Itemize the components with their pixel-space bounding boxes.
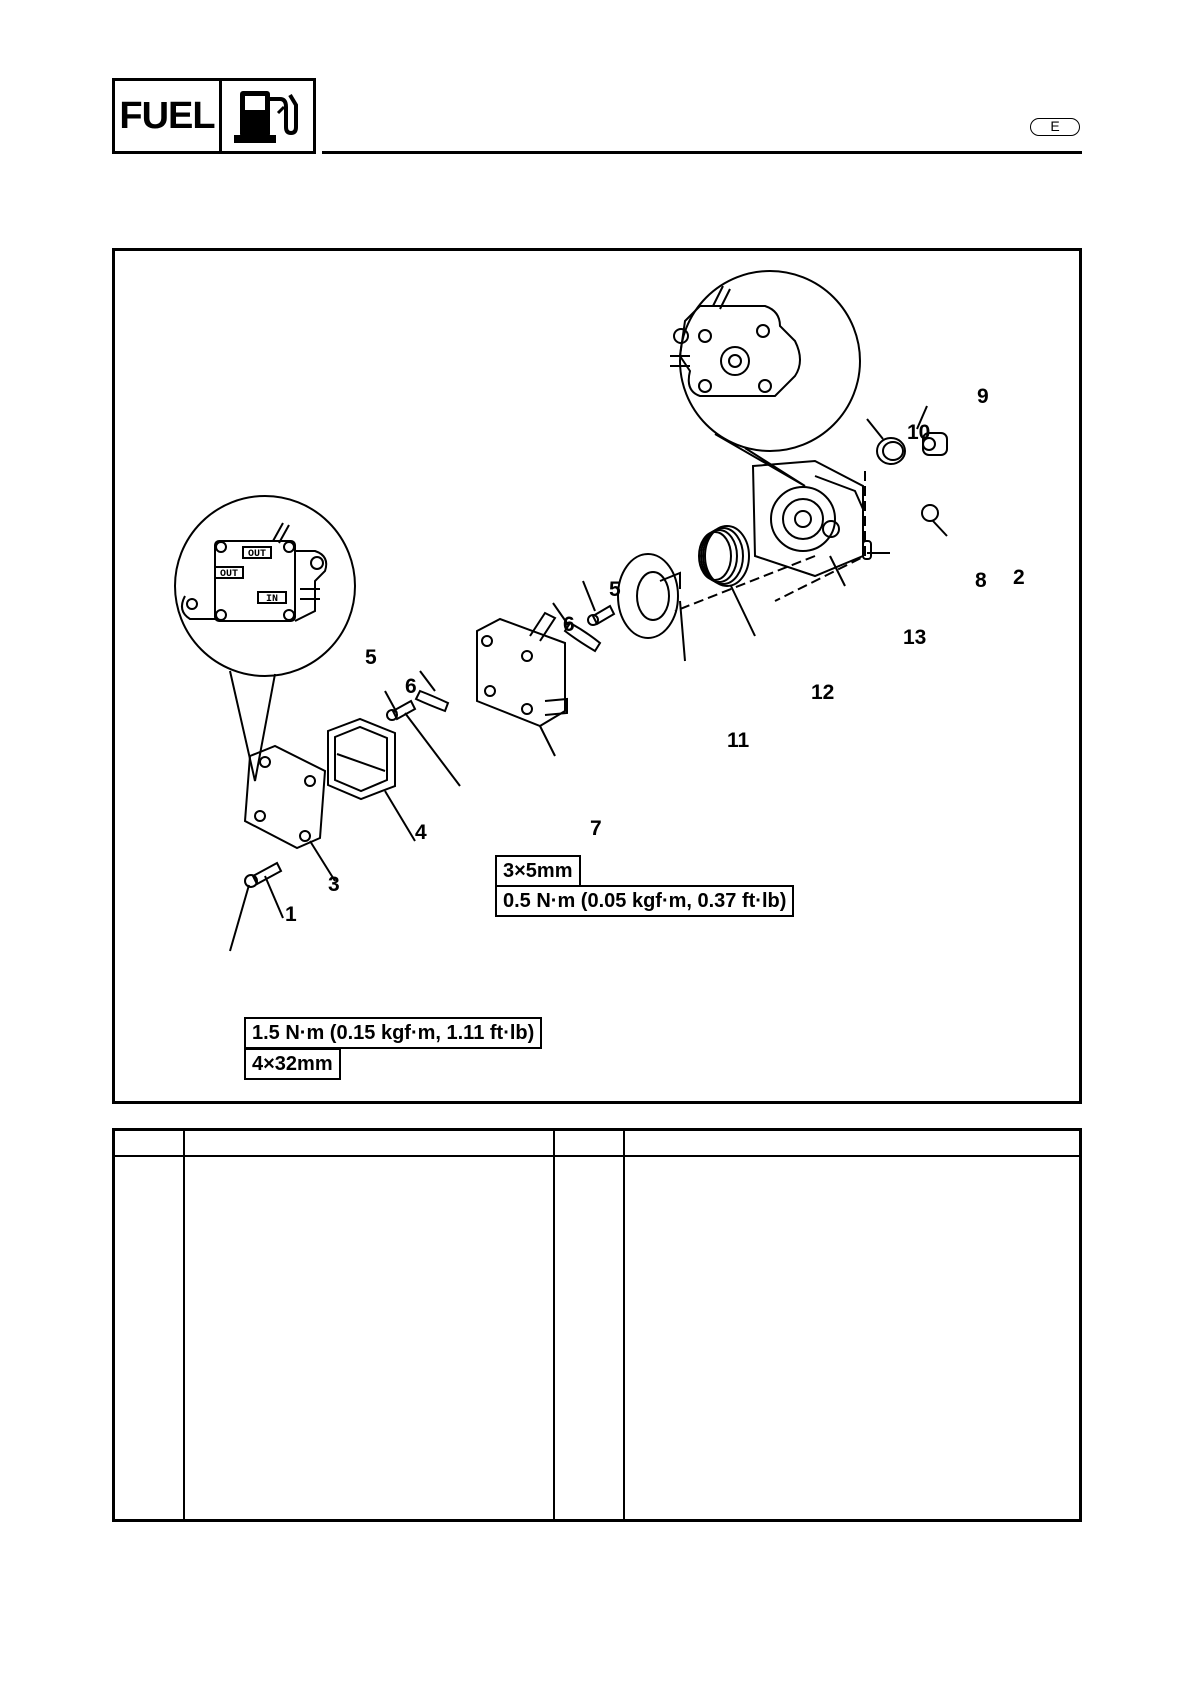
callout-6-right: 6 [563,613,575,636]
callout-13: 13 [903,626,927,649]
callout-3: 3 [328,873,340,896]
callout-6-left: 6 [405,675,417,698]
callout-5-left: 5 [365,646,377,669]
callout-10: 10 [907,421,931,444]
inset-label-out-left: OUT [219,569,239,580]
spec-screw-large-torque: 1.5 N·m (0.15 kgf·m, 1.11 ft·lb) [244,1017,542,1049]
parts-table [112,1128,1082,1522]
table-column-divider [183,1131,185,1519]
table-column-divider [553,1131,555,1519]
callout-4: 4 [415,821,427,844]
callout-8: 8 [975,569,987,592]
table-header-row [115,1131,1079,1157]
spec-screw-large-size: 4×32mm [244,1048,341,1080]
header-rule [322,151,1082,154]
exploded-diagram [112,248,1082,1104]
inset-label-out-top: OUT [247,549,267,560]
spec-screw-small-size: 3×5mm [495,855,581,887]
callout-1: 1 [285,903,297,926]
callout-9: 9 [977,385,989,408]
inset-label-in: IN [265,594,279,605]
callout-11: 11 [727,729,750,752]
callout-12: 12 [811,681,835,704]
callout-2: 2 [1013,566,1025,589]
table-column-divider [623,1131,625,1519]
fuel-pump-drawing [115,251,1079,1101]
callout-7: 7 [590,817,602,840]
fuel-pump-icon [222,81,313,151]
top-inset-circle [680,271,860,451]
callout-5-right: 5 [609,578,621,601]
section-label: FUEL [115,81,222,151]
section-header [112,78,316,154]
left-inset-circle [175,496,355,676]
language-badge: E [1030,118,1080,136]
spec-screw-small-torque: 0.5 N·m (0.05 kgf·m, 0.37 ft·lb) [495,885,794,917]
